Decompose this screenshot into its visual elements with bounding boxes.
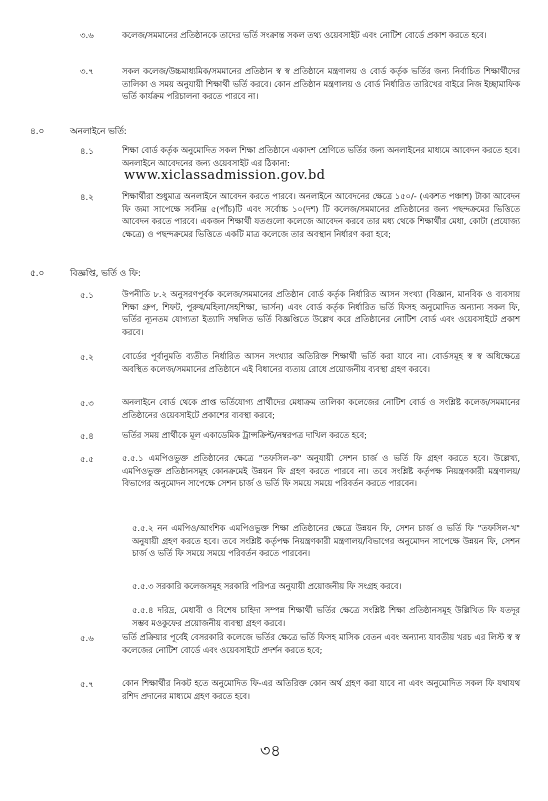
item-text: ৫.৫.১ এমপিওভুক্ত প্রতিষ্ঠানের ক্ষেত্রে "তফসিল-ক" অনুযায়ী সেশন চার্জ ও ভর্তি ফি গ্রহণ করতে হবে। উল্লেখ্য, এমপিওভুক্ত প্রতিষ্ঠানসমূহ কোনক্রমেই উন্নয়ন ফি গ্রহণ করতে পারবে না। তবে সংশ্লিষ্ট কর্তৃপক্ষ নিয়ন্ত্রণকারী মন্ত্রণালয়/বিভাগের অনুমোদন সাপেক্ষে সেশন চার্জ ও ভর্তি ফি সময়ে সময়ে পরিবর্তন করতে পারবেন। bbox=[122, 453, 520, 489]
item-number: ৩.৬ bbox=[80, 31, 94, 41]
section-number: ৪.০ bbox=[30, 127, 45, 137]
item-number: ৫.৪ bbox=[80, 432, 94, 442]
section-title: অনলাইনে ভর্তি: bbox=[70, 127, 127, 137]
item-text: ভর্তির সময় প্রার্থীকে মূল একাডেমিক ট্রান্সক্রিপ্ট/নম্বরপত্র দাখিল করতে হবে; bbox=[122, 430, 367, 440]
item-number: ৫.২ bbox=[80, 353, 94, 363]
page-number-mark: ৩৪ bbox=[260, 741, 281, 760]
item-number: ৪.২ bbox=[80, 193, 94, 203]
item-text: কোন শিক্ষার্থীর নিকট হতে অনুমোদিত ফি-এর অতিরিক্ত কোন অর্থ গ্রহণ করা যাবে না এবং অনুমোদিত সকল ফি যথাযথ রশিদ প্রদানের মাধ্যমে গ্রহণ করতে হবে। bbox=[122, 678, 520, 701]
item-text: কলেজ/সমমানের প্রতিষ্ঠানকে তাদের ভর্তি সংক্রান্ত সকল তথ্য ওয়েবসাইট এবং নোটিশ বোর্ডে প্রকাশ করতে হবে। bbox=[122, 30, 487, 40]
sub-item-text: ৫.৫.২ নন এমপিও/আংশিক এমপিওভুক্ত শিক্ষা প্রতিষ্ঠানের ক্ষেত্রে উন্নয়ন ফি, সেশন চার্জ ও ভর্তি ফি "তফসিল-খ" অনুযায়ী গ্রহণ করতে হবে। তবে সংশ্লিষ্ট কর্তৃপক্ষ নিয়ন্ত্রণকারী মন্ত্রণালয়/বিভাগের অনুমোদন সাপেক্ষে উন্নয়ন ফি, সেশন চার্জ ও ভর্তি ফি সময়ে সময়ে পরিবর্তন করতে পারবেন। bbox=[132, 523, 520, 559]
item-text: বোর্ডের পূর্বানুমতি ব্যতীত নির্ধারিত আসন সংখ্যার অতিরিক্ত শিক্ষার্থী ভর্তি করা যাবে না। বোর্ডসমূহ স্ব স্ব অধিক্ষেত্রে অবস্থিত কলেজ/সমমানের প্রতিষ্ঠানে এই বিধানের ব্যত্যয় রোধে প্রয়োজনীয় ব্যবস্থা গ্রহণ করবে। bbox=[122, 351, 520, 374]
admission-website-url: www.xiclassadmission.gov.bd bbox=[124, 168, 326, 183]
item-number: ৫.৭ bbox=[80, 680, 94, 690]
item-text: শিক্ষার্থীরা শুধুমাত্র অনলাইনে আবেদন করতে পারবে। অনলাইনে আবেদনের ক্ষেত্রে ১৫০/- (একশত পঞ্চাশ) টাকা আবেদন ফি জমা সাপেক্ষে সর্বনিম্ন ৫(পাঁচ)টি এবং সর্বোচ্চ ১০(দশ) টি কলেজ/সমমানের প্রতিষ্ঠানের জন্য পছন্দক্রমের ভিত্তিতে আবেদন করতে পারবে। একজন শিক্ষার্থী যতগুলো কলেজে আবেদন করবে তার মধ্য থেকে শিক্ষার্থীর মেধা, কোটা (প্রযোজ্য ক্ষেত্রে) ও পছন্দক্রমের ভিত্তিতে একটি মাত্র কলেজে তার অবস্থান নির্ধারণ করা হবে; bbox=[122, 191, 520, 239]
section-number: ৫.০ bbox=[30, 269, 45, 279]
item-number: ৫.৫ bbox=[80, 455, 94, 465]
item-text: সকল কলেজ/উচ্চমাধ্যমিক/সমমানের প্রতিষ্ঠান স্ব স্ব প্রতিষ্ঠানে মন্ত্রণালয় ও বোর্ড কর্তৃক ভর্তির জন্য নির্বাচিত শিক্ষার্থীদের তালিকা ও সময় অনুযায়ী শিক্ষার্থী ভর্তি করবে। কোন প্রতিষ্ঠান মন্ত্রণালয় ও বোর্ড নির্ধারিত তারিখের বাইরে নিজ ইচ্ছামাফিক ভর্তি কার্যক্রম পরিচালনা করতে পারবে না। bbox=[122, 66, 520, 102]
item-number: ৫.৬ bbox=[80, 634, 94, 644]
item-number: ৫.১ bbox=[80, 291, 94, 301]
item-number: ৫.৩ bbox=[80, 399, 94, 409]
item-number: ৩.৭ bbox=[80, 67, 94, 77]
sub-item-text: ৫.৫.৩ সরকারি কলেজসমূহ সরকারি পরিপত্র অনুযায়ী প্রয়োজনীয় ফি সংগ্রহ করবে। bbox=[132, 581, 402, 591]
item-text: ভর্তি প্রক্রিয়ার পূর্বেই বেসরকারি কলেজে ভর্তির ক্ষেত্রে ভর্তি ফিসহ মাসিক বেতন এবং অন্যান্য যাবতীয় খরচ এর লিস্ট স্ব স্ব কলেজের নোটিশ বোর্ডে এবং ওয়েবসাইটে প্রদর্শন করতে হবে; bbox=[122, 632, 520, 655]
section-title: বিজ্ঞপ্তি, ভর্তি ও ফি: bbox=[70, 269, 141, 279]
item-text: শিক্ষা বোর্ড কর্তৃক অনুমোদিত সকল শিক্ষা প্রতিষ্ঠানে একাদশ শ্রেণিতে ভর্তির জন্য অনলাইনের মাধ্যমে আবেদন করতে হবে। অনলাইনে আবেদনের জন্য ওয়েবসাইট এর ঠিকানা: bbox=[122, 145, 520, 168]
item-number: ৪.১ bbox=[80, 147, 94, 157]
item-text: উপনীতি ৮.২ অনুসরণপূর্বক কলেজ/সমমানের প্রতিষ্ঠান বোর্ড কর্তৃক নির্ধারিত আসন সংখ্যা (বিজ্ঞান, মানবিক ও ব্যবসায় শিক্ষা গ্রুপ, শিফট, পুরুষ/মহিলা/সহশিক্ষা, ভার্সন) এবং বোর্ড কর্তৃক নির্ধারিত ভর্তি ফিসহ অনুমোদিত অন্যান্য সকল ফি, ভর্তির ন্যূনতম যোগ্যতা ইত্যাদি সম্বলিত ভর্তি বিজ্ঞপ্তিতে উল্লেখ করে প্রতিষ্ঠানের নোটিশ বোর্ড এবং ওয়েবসাইটে প্রকাশ করবে। bbox=[122, 289, 520, 337]
item-text: অনলাইনে বোর্ড থেকে প্রাপ্ত ভর্তিযোগ্য প্রার্থীদের মেধাক্রম তালিকা কলেজের নোটিশ বোর্ড ও সংশ্লিষ্ট কলেজ/সমমানের প্রতিষ্ঠানের ওয়েবসাইটে প্রকাশের ব্যবস্থা করবে; bbox=[122, 397, 520, 420]
sub-item-text: ৫.৫.৪ দরিদ্র, মেধাবী ও বিশেষ চাহিদা সম্পন্ন শিক্ষার্থী ভর্তির ক্ষেত্রে সংশ্লিষ্ট শিক্ষা প্রতিষ্ঠানসমূহ উল্লিখিত ফি যতদূর সম্ভব মওকুফের প্রয়োজনীয় ব্যবস্থা গ্রহণ করবে। bbox=[132, 605, 520, 628]
